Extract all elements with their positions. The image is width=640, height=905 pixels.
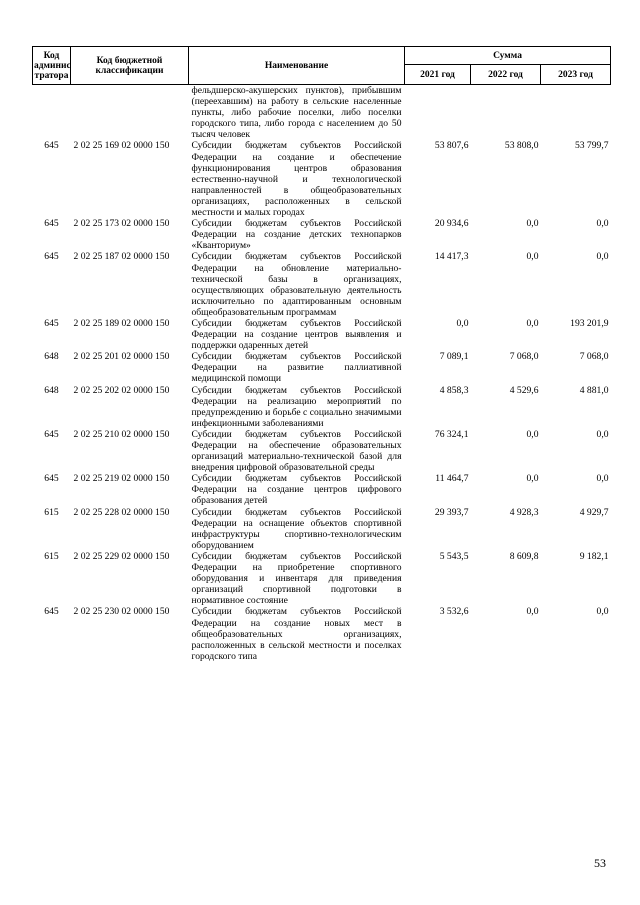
sum-2023-cell: 0,0 <box>596 218 609 230</box>
sum-2021-cell: 76 324,1 <box>434 428 469 440</box>
budget-code-cell: 2 02 25 230 02 0000 150 <box>73 606 170 618</box>
name-cell: Субсидии бюджетам субъектов Российской Федерации на создание и обеспечение функционирования центров образования естественно-научной и технологической направленностей в общеобразовательных организациях, расположенных в сельской местности и малых городах <box>191 140 402 219</box>
admin-code-cell: 645 <box>44 428 59 440</box>
admin-code-cell: 645 <box>44 317 59 329</box>
sum-2021-cell: 20 934,6 <box>434 218 469 230</box>
admin-code-cell: 645 <box>44 218 59 230</box>
table-row <box>33 551 611 606</box>
sum-2023-cell: 9 182,1 <box>579 550 609 562</box>
table-row <box>33 429 611 473</box>
budget-code-cell: 2 02 25 169 02 0000 150 <box>73 140 170 152</box>
header-year-2022: 2022 год <box>471 65 541 85</box>
sum-2022-cell: 8 609,8 <box>509 550 539 562</box>
sum-2021-cell: 7 089,1 <box>439 351 469 363</box>
header-sum: Сумма <box>405 47 611 65</box>
sum-2022-cell: 4 928,3 <box>509 506 539 518</box>
table-row <box>33 507 611 551</box>
table-row <box>33 85 611 141</box>
budget-table <box>32 46 611 662</box>
name-cell: Субсидии бюджетам субъектов Российской Федерации на обновление материально-технической базы в организациях, осуществляющих образовательную деятельность исключительно по адаптированным основным общеобразовательным программам <box>191 251 402 318</box>
header-budget-code: Код бюджетной классификации <box>71 47 189 85</box>
budget-code-cell: 2 02 25 228 02 0000 150 <box>73 506 170 518</box>
table-row <box>33 251 611 318</box>
sum-2021-cell: 14 417,3 <box>434 251 469 263</box>
name-cell: Субсидии бюджетам субъектов Российской Федерации на приобретение спортивного оборудования и инвентаря для приведения организаций спортивной подготовки в нормативное состояние <box>191 550 402 607</box>
sum-2021-cell: 11 464,7 <box>435 473 469 485</box>
budget-code-cell <box>71 85 189 141</box>
name-cell: Субсидии бюджетам субъектов Российской Федерации на реализацию мероприятий по предупреждению и борьбе с социально значимыми инфекционными заболеваниями <box>191 384 402 429</box>
table-row <box>33 351 611 384</box>
name-cell: Субсидии бюджетам субъектов Российской Федерации на развитие паллиативной медицинской помощи <box>191 351 402 385</box>
sum-2021-cell <box>405 85 471 141</box>
page-number: 53 <box>594 856 606 870</box>
name-cell: Субсидии бюджетам субъектов Российской Федерации на оснащение объектов спортивной инфраструктуры спортивно-технологическим оборудованием <box>191 506 402 551</box>
sum-2023-cell: 53 799,7 <box>574 140 609 152</box>
sum-2022-cell: 0,0 <box>526 473 539 485</box>
sum-2021-cell: 4 858,3 <box>439 384 469 396</box>
admin-code-cell: 648 <box>44 384 59 396</box>
sum-2022-cell: 0,0 <box>526 606 539 618</box>
document-page <box>32 46 610 662</box>
table-row <box>33 318 611 351</box>
sum-2023-cell: 0,0 <box>596 251 609 263</box>
sum-2023-cell: 7 068,0 <box>579 351 609 363</box>
admin-code-cell: 645 <box>44 251 59 263</box>
sum-2022-cell: 4 529,6 <box>509 384 539 396</box>
budget-code-cell: 2 02 25 210 02 0000 150 <box>73 428 170 440</box>
table-header <box>33 47 611 85</box>
admin-code-cell <box>33 85 71 141</box>
table-row <box>33 473 611 506</box>
sum-2022-cell: 7 068,0 <box>509 351 539 363</box>
header-admin-code: Код админис тратора <box>33 47 71 85</box>
table-row <box>33 140 611 218</box>
sum-2021-cell: 29 393,7 <box>434 506 469 518</box>
admin-code-cell: 645 <box>44 473 59 485</box>
name-cell: Субсидии бюджетам субъектов Российской Федерации на создание центров выявления и поддержки одаренных детей <box>191 317 402 352</box>
sum-2022-cell: 53 808,0 <box>504 140 539 152</box>
sum-2023-cell: 0,0 <box>596 473 609 485</box>
header-name: Наименование <box>189 47 405 85</box>
name-cell: фельдшерско-акушерских пунктов), прибывшим (переехавшим) на работу в сельские населенные пункты, либо рабочие поселки, либо поселки городского типа, либо города с населением до 50 тысяч человек <box>191 85 402 141</box>
table-row <box>33 606 611 661</box>
sum-2023-cell: 4 929,7 <box>579 506 609 518</box>
budget-code-cell: 2 02 25 189 02 0000 150 <box>73 317 170 329</box>
admin-code-cell: 645 <box>44 140 59 152</box>
admin-code-cell: 648 <box>44 351 59 363</box>
sum-2022-cell <box>471 85 541 141</box>
sum-2023-cell: 0,0 <box>596 606 609 618</box>
header-year-2021: 2021 год <box>405 65 471 85</box>
sum-2022-cell: 0,0 <box>526 317 539 329</box>
sum-2022-cell: 0,0 <box>526 428 539 440</box>
sum-2021-cell: 3 532,6 <box>439 606 469 618</box>
table-body <box>33 85 611 662</box>
budget-code-cell: 2 02 25 229 02 0000 150 <box>73 550 170 562</box>
name-cell: Субсидии бюджетам субъектов Российской Федерации на создание новых мест в общеобразовательных организациях, расположенных в сельской местности и поселках городского типа <box>191 606 402 662</box>
admin-code-cell: 615 <box>44 506 59 518</box>
admin-code-cell: 615 <box>44 550 59 562</box>
header-year-2023: 2023 год <box>541 65 611 85</box>
sum-2021-cell: 53 807,6 <box>434 140 469 152</box>
name-cell: Субсидии бюджетам субъектов Российской Федерации на создание детских технопарков «Кванториум» <box>191 218 402 252</box>
sum-2021-cell: 0,0 <box>456 317 469 329</box>
sum-2023-cell: 4 881,0 <box>579 384 609 396</box>
name-cell: Субсидии бюджетам субъектов Российской Федерации на создание центров цифрового образования детей <box>191 473 402 507</box>
budget-code-cell: 2 02 25 219 02 0000 150 <box>73 473 170 485</box>
sum-2023-cell: 193 201,9 <box>570 317 609 329</box>
budget-code-cell: 2 02 25 187 02 0000 150 <box>73 251 170 263</box>
sum-2021-cell: 5 543,5 <box>439 550 469 562</box>
admin-code-cell: 645 <box>44 606 59 618</box>
sum-2023-cell: 0,0 <box>596 428 609 440</box>
budget-code-cell: 2 02 25 201 02 0000 150 <box>73 351 170 363</box>
budget-code-cell: 2 02 25 173 02 0000 150 <box>73 218 170 230</box>
budget-code-cell: 2 02 25 202 02 0000 150 <box>73 384 170 396</box>
sum-2022-cell: 0,0 <box>526 218 539 230</box>
sum-2023-cell <box>541 85 611 141</box>
table-row <box>33 218 611 251</box>
name-cell: Субсидии бюджетам субъектов Российской Федерации на обеспечение образовательных организаций материально-технической базой для внедрения цифровой образовательной среды <box>191 428 402 474</box>
sum-2022-cell: 0,0 <box>526 251 539 263</box>
table-row <box>33 385 611 429</box>
